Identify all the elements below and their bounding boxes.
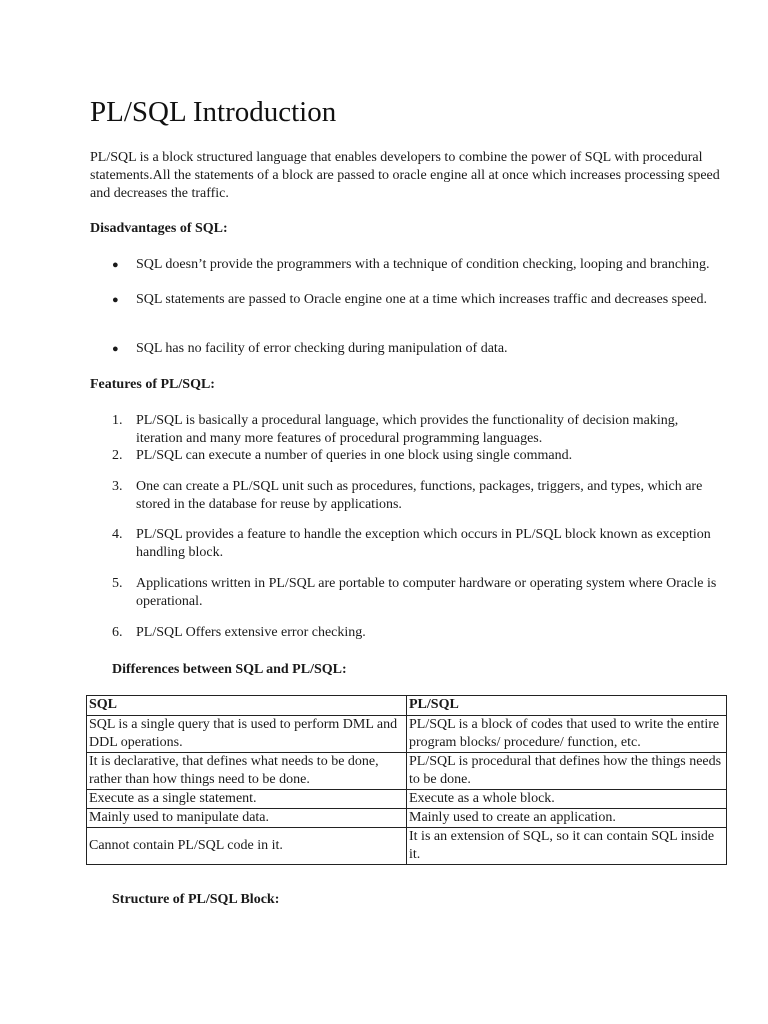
list-item-text: SQL statements are passed to Oracle engine one at a time which increases traffic and decreases speed.	[136, 292, 708, 307]
list-item-text: PL/SQL provides a feature to handle the exception which occurs in PL/SQL block known as exception handling block.	[136, 527, 711, 560]
features-heading: Features of PL/SQL:	[90, 377, 215, 392]
list-item-text: SQL doesn’t provide the programmers with a technique of condition checking, looping and branching.	[136, 257, 710, 272]
table-row	[87, 828, 727, 865]
list-item-text: SQL has no facility of error checking during manipulation of data.	[136, 341, 508, 356]
table-cell: PL/SQL is a block of codes that used to write the entire program blocks/ procedure/ function, etc.	[407, 716, 727, 753]
table-cell: SQL is a single query that is used to perform DML and DDL operations.	[87, 716, 407, 753]
table-cell: Mainly used to manipulate data.	[87, 809, 407, 828]
table-cell: Execute as a whole block.	[407, 790, 727, 809]
column-header-sql: SQL	[87, 696, 407, 716]
list-item-text: One can create a PL/SQL unit such as procedures, functions, packages, triggers, and types, which are stored in the database for reuse by applications.	[136, 479, 703, 512]
table-cell: It is declarative, that defines what needs to be done, rather than how things need to be done.	[87, 753, 407, 790]
list-item-text: PL/SQL can execute a number of queries in one block using single command.	[136, 448, 573, 463]
list-number: 6.	[112, 625, 123, 640]
list-item	[112, 340, 726, 358]
differences-heading: Differences between SQL and PL/SQL:	[112, 662, 347, 677]
list-number: 3.	[112, 479, 123, 494]
list-item	[112, 256, 726, 274]
table-header-row	[87, 696, 727, 716]
table-cell: PL/SQL is procedural that defines how the things needs to be done.	[407, 753, 727, 790]
list-item	[112, 478, 726, 514]
table-cell: Cannot contain PL/SQL code in it.	[87, 828, 407, 865]
list-item	[112, 291, 726, 309]
intro-paragraph: PL/SQL is a block structured language that enables developers to combine the power of SQL with procedural statements.All the statements of a block are passed to oracle engine all at once which increases processing speed and decreases the traffic.	[90, 150, 720, 201]
list-number: 4.	[112, 527, 123, 542]
table-row	[87, 753, 727, 790]
list-item-text: PL/SQL is basically a procedural language, which provides the functionality of decision making, iteration and many more features of procedural programming languages.	[136, 413, 679, 446]
table-cell: Execute as a single statement.	[87, 790, 407, 809]
list-item	[112, 447, 726, 465]
bullet-icon: ●	[112, 343, 119, 355]
bullet-icon: ●	[112, 259, 119, 271]
table-row	[87, 809, 727, 828]
list-number: 5.	[112, 576, 123, 591]
table-cell: Mainly used to create an application.	[407, 809, 727, 828]
bullet-icon: ●	[112, 294, 119, 306]
list-number: 1.	[112, 413, 123, 428]
list-item	[112, 412, 726, 448]
page-title: PL/SQL Introduction	[90, 96, 337, 128]
table-row	[87, 790, 727, 809]
table-cell: It is an extension of SQL, so it can contain SQL inside it.	[407, 828, 727, 865]
list-item	[112, 624, 726, 642]
table-row	[87, 716, 727, 753]
list-number: 2.	[112, 448, 123, 463]
list-item	[112, 575, 726, 611]
list-item-text: PL/SQL Offers extensive error checking.	[136, 625, 366, 640]
disadvantages-heading: Disadvantages of SQL:	[90, 221, 228, 236]
column-header-plsql: PL/SQL	[407, 696, 727, 716]
differences-table	[86, 695, 727, 865]
list-item-text: Applications written in PL/SQL are portable to computer hardware or operating system where Oracle is operational.	[136, 576, 717, 609]
list-item	[112, 526, 726, 562]
structure-heading: Structure of PL/SQL Block:	[112, 892, 280, 907]
